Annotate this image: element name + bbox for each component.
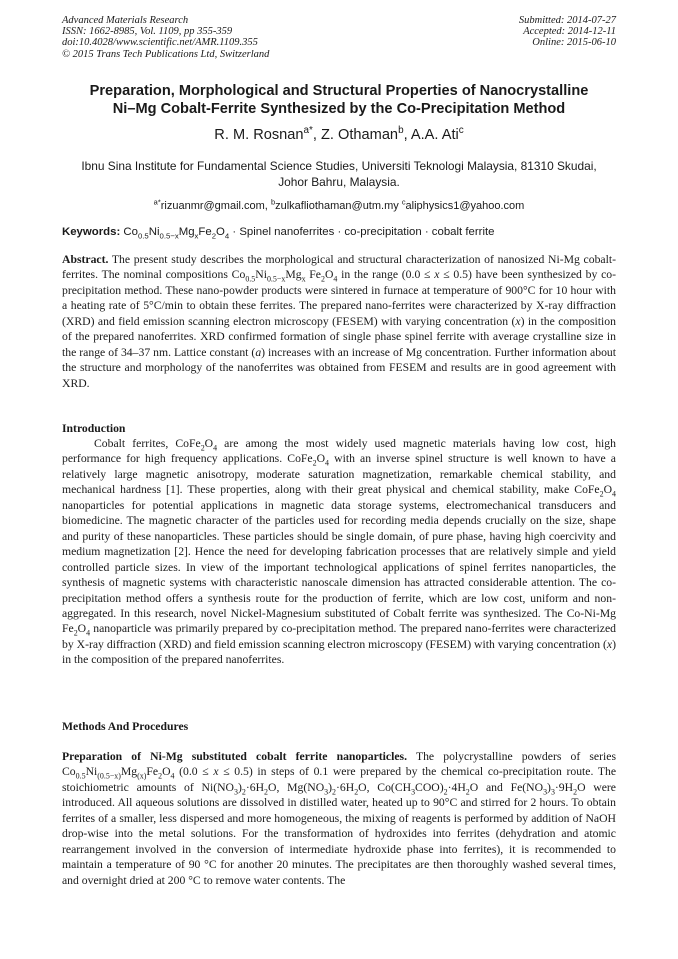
email-c-mark: c — [401, 197, 406, 207]
subscript: 2 — [200, 443, 205, 453]
intro-text: nanoparticles for potential applications in magnetic data storage systems, electromechanical transducers and biomedicine. The magnetic character of the particles used for recording media depends crucially on the size, shape and purity of these nanoparticles. These particles should be single domain, of pure phase, having high coercivity and medium magnetization [2]. Hence the need for developing fabrication processes that are relatively simple and yield controlled particle sizes. In view of the important technological applications of spinel ferrites nanoparticles, the synthesis of magnetic systems with characteristic nanoscale dimension has attracted considerable attention. The co-precipitation method offers a synthesis route for the production of ferrite, which are low cost, uniform and non-aggregated. In this research, novel Nickel-Magnesium substituted of Cobalt ferrite was synthesized. The Co-Ni-Mg Fe — [62, 498, 616, 636]
methods-text: ·6H — [245, 780, 265, 794]
kw-mg: Mg — [178, 226, 195, 238]
email-a: rizuanmr@gmail.com, — [160, 200, 271, 212]
abstract-paragraph — [62, 252, 616, 391]
journal-copyright: © 2015 Trans Tech Publications Ltd, Switzerland — [62, 48, 270, 60]
journal-name: Advanced Materials Research — [62, 15, 189, 26]
affiliation-line-1: Ibnu Sina Institute for Fundamental Science Studies, Universiti Teknologi Malaysia, 81310 Skudai, — [81, 159, 597, 173]
subscript: 4 — [170, 771, 175, 781]
subscript: 2 — [312, 458, 317, 468]
methods-text: (0.0 ≤ — [174, 765, 214, 779]
subscript: 3 — [324, 787, 329, 797]
subscript: 2 — [443, 787, 448, 797]
methods-text: ·9H — [554, 780, 574, 794]
methods-text: ·6H — [336, 780, 355, 794]
kw-fe: Fe — [198, 226, 212, 238]
keywords — [62, 225, 622, 239]
title-line-1: Preparation, Morphological and Structural Properties of Nanocrystalline — [89, 83, 589, 99]
subscript: 2 — [158, 771, 163, 781]
methods-text: O and Fe(NO — [469, 780, 544, 794]
methods-heading: Methods And Procedures — [62, 720, 189, 733]
subscript: 2 — [264, 787, 268, 797]
abstract-text: ) in the composition of the prepared nanoferrites. XRD confirmed formation of single phase spinel ferrite with average crystalline size in the range of 34–37 nm. Lattice constant ( — [62, 314, 616, 359]
author-2: , Z. Othaman — [312, 127, 399, 143]
methods-text: O, Co(CH — [358, 780, 412, 794]
methods-subheading: Preparation of Ni-Mg substituted cobalt ferrite nanoparticles. — [62, 750, 408, 763]
methods-body — [62, 749, 616, 888]
subscript: 2 — [465, 787, 470, 797]
abstract-text: Ni — [255, 268, 267, 282]
subscript: 2 — [321, 274, 325, 284]
math-variable: x — [606, 637, 613, 651]
subscript: x — [301, 274, 306, 284]
title-line-2: Ni–Mg Cobalt-Ferrite Synthesized by the Co-Precipitation Method — [112, 101, 566, 117]
journal-issn: ISSN: 1662-8985, Vol. 1109, pp 355-359 — [62, 26, 233, 38]
methods-text: ) — [547, 780, 551, 794]
methods-text: Mg — [120, 765, 138, 779]
subscript: 0.5 — [75, 771, 86, 781]
methods-text: ) — [237, 780, 242, 794]
methods-text: ·4H — [447, 780, 466, 794]
methods-paragraph — [62, 749, 616, 888]
journal-doi: doi:10.4028/www.scientific.net/AMR.1109.355 — [62, 37, 258, 49]
subscript: 2 — [354, 787, 359, 797]
intro-text: O — [603, 483, 613, 497]
intro-text: nanoparticle was primarily prepared by co-precipitation method. The prepared nano-ferrites were characterized by X-ray diffraction (XRD) and field emission scanning electron microscopy (FESEM) with varying concentration ( — [62, 622, 616, 651]
introduction-body — [62, 436, 616, 668]
affiliation — [40, 158, 638, 190]
kw-sub: 0.5−x — [159, 231, 179, 241]
journal-info — [62, 15, 269, 60]
author-1-mark: a* — [303, 125, 313, 137]
kw-ni: Ni — [148, 226, 160, 238]
submitted-date: Submitted: 2014-07-27 — [518, 15, 616, 26]
kw-co: Co — [120, 226, 138, 238]
abstract-text: O — [324, 268, 334, 282]
methods-text: O, Mg(NO — [268, 780, 325, 794]
subscript: 4 — [325, 458, 329, 468]
subscript: 2 — [73, 628, 78, 638]
email-a-mark: a* — [153, 197, 161, 207]
author-emails — [40, 199, 638, 213]
methods-text: Ni — [85, 765, 98, 779]
author-2-mark: b — [398, 125, 404, 137]
methods-text: Fe — [146, 765, 159, 779]
subscript: 3 — [550, 787, 555, 797]
methods-text: ) — [328, 780, 333, 794]
abstract-text: ) increases with an increase of Mg concentration. Further information about the structure and morphology of the nanoferrites was obtained from FESEM and results are in good agreement with XRD. — [62, 345, 617, 390]
online-date: Online: 2015-06-10 — [532, 37, 616, 49]
abstract-label: Abstract. — [62, 253, 109, 266]
keyword-list: · Spinel nanoferrites · co-precipitation · cobalt ferrite — [229, 226, 495, 238]
methods-text: ≤ 0.5) in steps of 0.1 were prepared by the chemical co-precipitation route. The stoichiometric amounts of Ni(NO — [62, 765, 617, 794]
subscript: 3 — [543, 787, 548, 797]
intro-text: are among the most widely used magnetic materials having low cost, high performance for high frequency applications. CoFe — [62, 437, 616, 466]
subscript: 3 — [411, 787, 416, 797]
email-c: aliphysics1@yahoo.com — [405, 200, 525, 212]
intro-text: ) in the composition of the prepared nanoferrites. — [62, 637, 616, 667]
kw-sub: 2 — [211, 231, 217, 241]
abstract-text: Fe — [305, 268, 321, 282]
author-3-mark: c — [458, 125, 464, 137]
subscript: 4 — [86, 628, 91, 638]
intro-text: O — [77, 622, 87, 636]
affiliation-line-2: Johor Bahru, Malaysia. — [278, 175, 400, 189]
subscript: (0.5−x) — [97, 771, 121, 781]
subscript: (x) — [137, 771, 147, 781]
intro-text: Cobalt ferrites, CoFe — [94, 437, 201, 450]
abstract-text: in the range (0.0 ≤ — [337, 268, 435, 282]
methods-text: The polycrystalline powders of series Co — [62, 750, 616, 779]
keywords-label: Keywords: — [62, 226, 121, 238]
email-b: zulkafliothaman@utm.my — [275, 200, 402, 212]
kw-o: O — [216, 226, 225, 238]
email-b-mark: b — [270, 197, 276, 207]
author-3: , A.A. Ati — [403, 127, 459, 143]
abstract-text: The present study describes the morphological and structural characterization of nanosized Ni-Mg cobalt-ferrites. The nominal compositions Co — [62, 253, 616, 282]
math-variable: a — [255, 345, 262, 359]
subscript: 2 — [241, 787, 246, 797]
kw-sub: 4 — [224, 231, 230, 241]
intro-text: with an inverse spinel structure is well known to have a relatively large magnetic anisotropy, moderate saturation magnetization, remarkable chemical stability, and mechanical hardness [1]. These properties, along with their great physical and chemical stability, make CoFe — [62, 452, 616, 497]
abstract — [62, 252, 616, 391]
methods-text: O — [162, 765, 171, 779]
submission-dates — [519, 15, 616, 49]
subscript: 0.5 — [245, 274, 256, 284]
keyword-formula — [120, 226, 230, 241]
math-variable: x — [434, 268, 440, 282]
kw-sub: x — [194, 231, 199, 241]
subscript: 4 — [333, 274, 338, 284]
subscript: 4 — [213, 443, 218, 453]
methods-text: COO) — [415, 780, 444, 794]
subscript: 2 — [332, 787, 336, 797]
paper-title — [40, 82, 638, 118]
introduction-heading: Introduction — [62, 422, 126, 435]
subscript: 2 — [573, 787, 578, 797]
math-variable: x — [515, 314, 521, 328]
subscript: 3 — [234, 787, 238, 797]
author-1: R. M. Rosnan — [214, 127, 304, 143]
author-list — [40, 126, 638, 144]
intro-text: O — [316, 452, 326, 466]
subscript: 2 — [599, 489, 604, 499]
abstract-text: ≤ 0.5) have been synthesized by co-precipitation method. These nano-powder products were sintered in furnace at temperature of 900°C for 10 hour with a heating rate of 5°C/min to obtain these ferrites. The prepared nano-ferrites were characterized by X-ray diffraction (XRD) and field emission scanning electron microscopy (FESEM) with varying concentration ( — [62, 268, 616, 328]
math-variable: x — [213, 765, 219, 779]
accepted-date: Accepted: 2014-12-11 — [523, 26, 616, 38]
subscript: 0.5−x — [266, 274, 286, 284]
abstract-text: Mg — [285, 268, 302, 282]
subscript: 4 — [612, 489, 616, 499]
intro-text: O — [204, 437, 214, 450]
introduction-paragraph — [62, 436, 616, 668]
kw-sub: 0.5 — [137, 231, 149, 241]
methods-text: O were introduced. All aqueous solutions are dissolved in distilled water, heated up to 90°C and stirred for 2 hours. To obtain ferrites of a smaller, less dispersed and more homogeneous, the mixing of reagents is performed by addition of NaOH drop-wise into the metal solutions. For the transformation of hydroxides into ferrites (dehydration and atomic rearrangement involved in the conversion of intermediate hydroxide phase into ferrites), it is recommended to maintain a temperature of 90 °C for another 20 minutes. The precipitates are then thoroughly washed several times, and overnight dried at 200 °C to remove water contents. The — [62, 780, 616, 887]
